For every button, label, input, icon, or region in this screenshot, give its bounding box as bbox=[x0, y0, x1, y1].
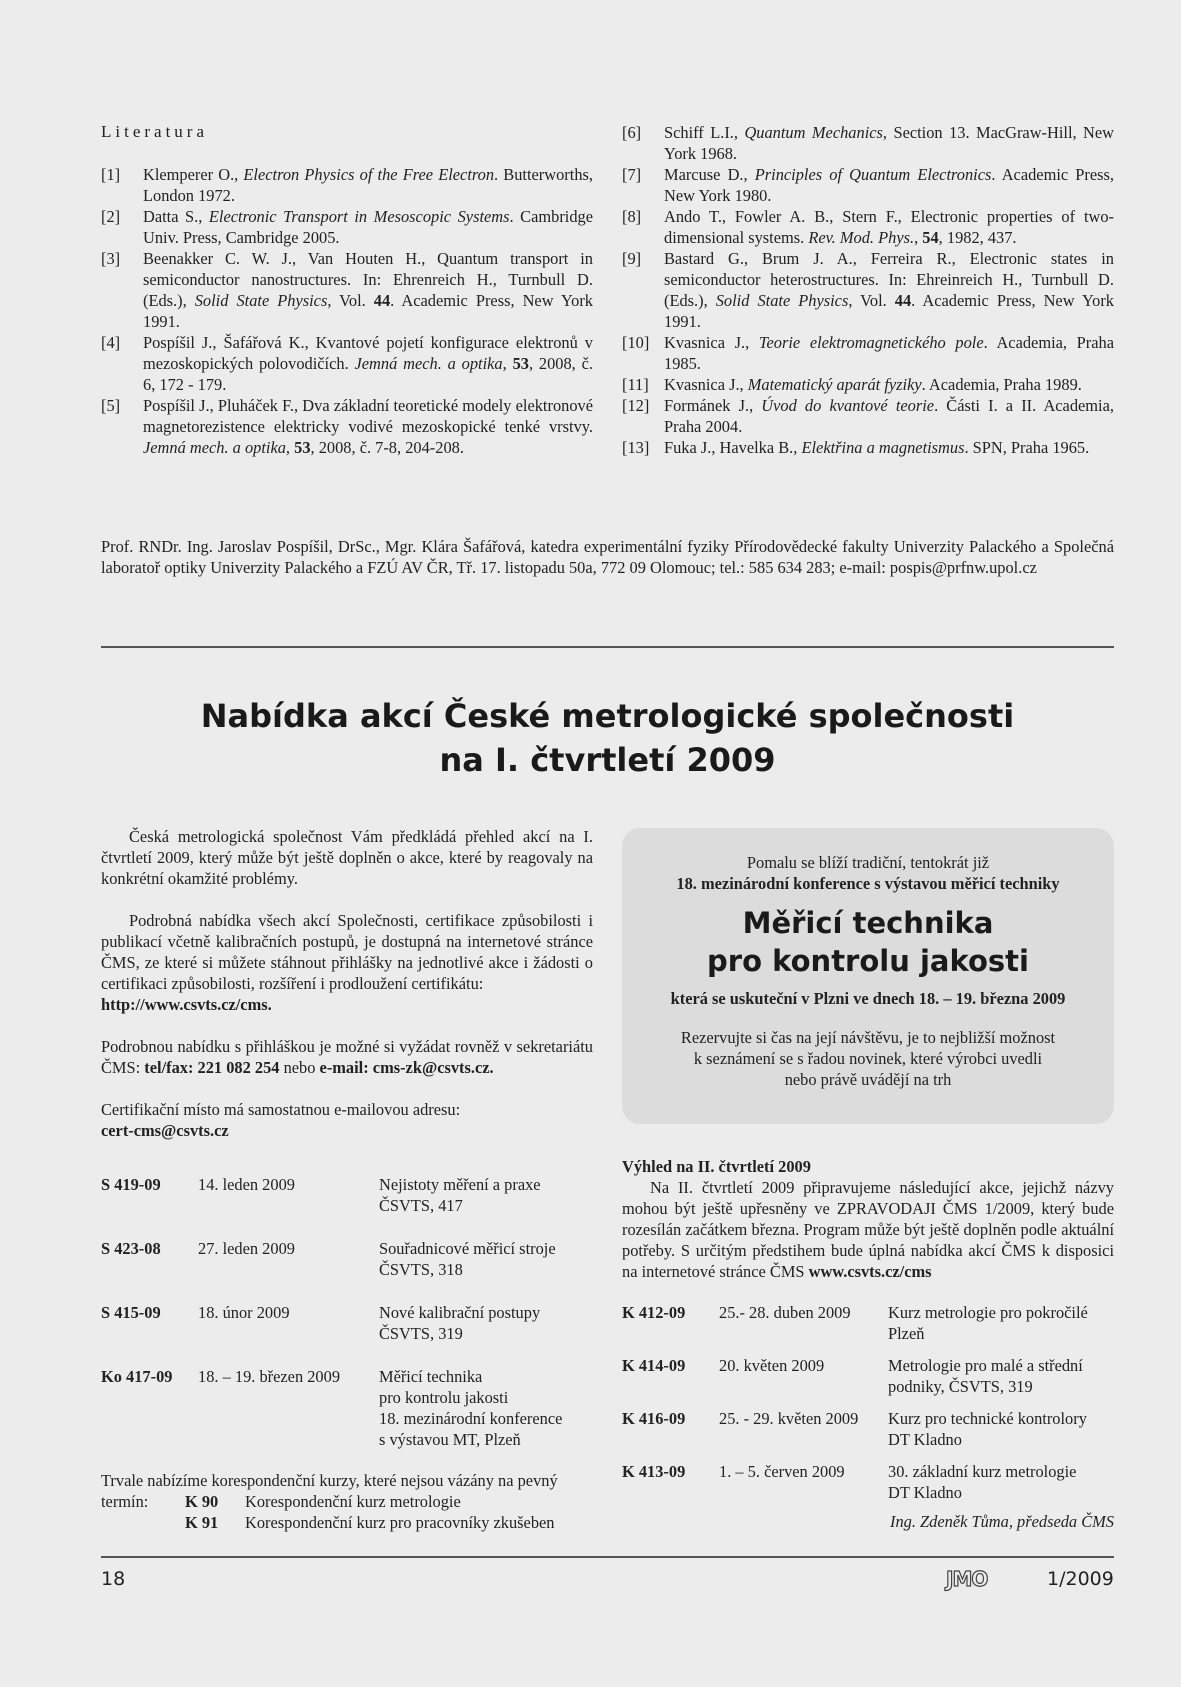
author-affiliation: Prof. RNDr. Ing. Jaroslav Pospíšil, DrSc., Mgr. Klára Šafářová, katedra experimentální fyziky Přírodovědecké fakulty Univerzity Palackého a Společná laboratoř optiky Univerzity Palackého a FZÚ AV ČR, Tř. 17. listopadu 50a, 772 09 Olomouc; tel.: 585 634 283; e-mail: pospis@prfnw.upol.cz bbox=[101, 537, 1114, 577]
event-description bbox=[379, 1366, 562, 1450]
reference-text-part: , bbox=[914, 228, 923, 247]
title-line-2: na I. čtvrtletí 2009 bbox=[439, 741, 776, 779]
contact-email-link[interactable]: e-mail: cms-zk@csvts.cz. bbox=[319, 1058, 494, 1077]
course-rows bbox=[185, 1491, 593, 1533]
box-note-1: Rezervujte si čas na její návštěvu, je to nejbližší možnost bbox=[680, 1028, 1056, 1047]
reference-text-part: 44 bbox=[373, 291, 391, 310]
section-divider bbox=[101, 646, 1114, 648]
reference-item bbox=[622, 122, 1114, 164]
reference-text-part: Matematický aparát fyziky bbox=[747, 375, 922, 394]
outlook-heading: Výhled na II. čtvrtletí 2009 bbox=[622, 1157, 811, 1176]
reference-number: [5] bbox=[101, 396, 121, 415]
event-code: S 419-09 bbox=[101, 1175, 161, 1194]
event-description-line: DT Kladno bbox=[888, 1430, 962, 1449]
event-description-line: Nejistoty měření a praxe bbox=[379, 1175, 541, 1194]
box-line-2: 18. mezinárodní konference s výstavou měřicí techniky bbox=[676, 874, 1060, 893]
event-row bbox=[622, 1302, 1114, 1344]
journal-logo: JMO bbox=[946, 1567, 988, 1591]
reference-text-part: . Academic Press, New York 1980. bbox=[664, 165, 1114, 205]
intro-p3-mid: nebo bbox=[279, 1058, 320, 1077]
event-description-line: podniky, ČSVTS, 319 bbox=[888, 1377, 1033, 1396]
event-description bbox=[379, 1302, 540, 1344]
intro-p2-text: Podrobná nabídka všech akcí Společnosti, certifikace způsobilosti i publikací včetně kalibračních postupů, je dostupná na internetové stránce ČMS, ze které si můžete stáhnout přihlášky na jednotlivé akce i žádosti o certifikaci způsobilosti, rozšíření i prodloužení certifikátu: bbox=[101, 911, 593, 993]
reference-text-part: Quantum Mechanics bbox=[744, 123, 883, 142]
reference-number: [4] bbox=[101, 333, 121, 352]
reference-text-part: , 2008, č. 6, 172 - 179. bbox=[143, 354, 593, 394]
event-description bbox=[888, 1408, 1087, 1450]
reference-text-part: Electron Physics of the Free Electron bbox=[243, 165, 495, 184]
page-title bbox=[101, 694, 1114, 782]
event-code: K 412-09 bbox=[622, 1303, 686, 1322]
reference-text-part: Principles of Quantum Electronics bbox=[754, 165, 992, 184]
reference-number: [3] bbox=[101, 249, 121, 268]
box-note-2: k seznámení se s řadou novinek, které výrobci uvedli bbox=[693, 1049, 1043, 1068]
reference-text-part: , Vol. bbox=[327, 291, 374, 310]
reference-text-part: Marcuse D., bbox=[664, 165, 755, 184]
event-description bbox=[888, 1355, 1083, 1397]
references-right-column bbox=[622, 122, 1114, 458]
reference-text-part: 53 bbox=[294, 438, 311, 457]
event-description-line: 30. základní kurz metrologie bbox=[888, 1462, 1077, 1481]
events-q1-table bbox=[101, 1174, 593, 1472]
course-name: Korespondenční kurz pro pracovníky zkušeben bbox=[245, 1513, 555, 1532]
reference-number: [12] bbox=[622, 396, 650, 415]
reference-text-part: Formánek J., bbox=[664, 396, 762, 415]
event-code: S 415-09 bbox=[101, 1303, 161, 1322]
event-code: K 416-09 bbox=[622, 1409, 686, 1428]
reference-text-part: . Academic Press, New York 1991. bbox=[664, 291, 1115, 331]
reference-text-part: Pospíšil J., Šafářová K., Kvantové pojetí konfigurace elektronů v mezoskopických polovodičích. bbox=[143, 333, 593, 373]
reference-text-part: . Butterworths, London 1972. bbox=[143, 165, 593, 205]
reference-item bbox=[101, 332, 593, 395]
reference-number: [1] bbox=[101, 165, 121, 184]
event-description-line: Nové kalibrační postupy bbox=[379, 1303, 541, 1322]
events-q2-table bbox=[622, 1302, 1114, 1514]
conference-box bbox=[622, 828, 1114, 1124]
reference-number: [9] bbox=[622, 249, 642, 268]
reference-number: [6] bbox=[622, 123, 642, 142]
reference-number: [10] bbox=[622, 333, 650, 352]
intro-p3-text: Podrobnou nabídku s přihláškou je možné si vyžádat rovněž v sekretariátu ČMS: bbox=[101, 1037, 593, 1077]
event-row bbox=[622, 1355, 1114, 1397]
course-row bbox=[185, 1512, 593, 1533]
course-row bbox=[185, 1491, 593, 1512]
reference-text-part: Bastard G., Brum J. A., Ferreira R., Electronic states in semiconductor heterostructures. In: Ehreinreich H., Turnbull D. (Eds.), bbox=[664, 249, 1114, 310]
reference-text-part: Ando T., Fowler A. B., Stern F., Electronic properties of two-dimensional systems. bbox=[664, 207, 1114, 247]
footer-divider bbox=[101, 1556, 1114, 1558]
reference-text-part: . Cambridge Univ. Press, Cambridge 2005. bbox=[143, 207, 593, 247]
reference-item bbox=[622, 437, 1114, 458]
intro-paragraph-2 bbox=[101, 910, 593, 1015]
event-description-line: Plzeň bbox=[888, 1324, 925, 1343]
event-description-line: ČSVTS, 319 bbox=[379, 1324, 463, 1343]
reference-text-part: Klemperer O., bbox=[143, 165, 244, 184]
reference-text-part: Fuka J., Havelka B., bbox=[664, 438, 802, 457]
reference-text-part: Úvod do kvantové teorie bbox=[761, 396, 935, 415]
event-row bbox=[622, 1461, 1114, 1503]
reference-item bbox=[622, 164, 1114, 206]
reference-item bbox=[101, 206, 593, 248]
event-description-line: ČSVTS, 417 bbox=[379, 1196, 463, 1215]
reference-text-part: Jemná mech. a optika bbox=[354, 354, 503, 373]
reference-text-part: Kvasnica J., bbox=[664, 333, 759, 352]
conference-title-2: pro kontrolu jakosti bbox=[707, 944, 1029, 978]
event-row bbox=[622, 1408, 1114, 1450]
reference-text-part: Solid State Physics bbox=[715, 291, 849, 310]
event-description-line: Souřadnicové měřicí stroje bbox=[379, 1239, 556, 1258]
event-description-line: pro kontrolu jakosti bbox=[379, 1388, 509, 1407]
reference-text-part: Beenakker C. W. J., Van Houten H., Quantum transport in semiconductor nanostructures. In: Ehrenreich H., Turnbull D. (Eds.), bbox=[143, 249, 593, 310]
intro-paragraph-4 bbox=[101, 1099, 593, 1141]
outlook-body: Na II. čtvrtletí 2009 připravujeme následující akce, jejichž názvy mohou být ještě upřesněny ve ZPRAVODAJI ČMS 1/2009, který bude rozesílán začátkem března. Program může být ještě doplněn podle aktuální potřeby. S určitým předstihem bude úplná nabídka akcí ČMS k disposici na internetové stránce ČMS bbox=[622, 1178, 1114, 1281]
outlook-section bbox=[622, 1156, 1114, 1282]
course-code: K 91 bbox=[185, 1513, 219, 1532]
reference-text-part: Elektřina a magnetismus bbox=[801, 438, 965, 457]
event-description-line: Kurz metrologie pro pokročilé bbox=[888, 1303, 1088, 1322]
event-date: 25.- 28. duben 2009 bbox=[719, 1303, 851, 1322]
event-description-line: s výstavou MT, Plzeň bbox=[379, 1430, 521, 1449]
page-number: 18 bbox=[101, 1568, 126, 1590]
event-date: 18. únor 2009 bbox=[198, 1303, 290, 1322]
reference-item bbox=[622, 332, 1114, 374]
event-code: Ko 417-09 bbox=[101, 1367, 173, 1386]
event-description-line: Měřicí technika bbox=[379, 1367, 483, 1386]
event-description-line: ČSVTS, 318 bbox=[379, 1260, 463, 1279]
references-left-column bbox=[101, 164, 593, 458]
event-date: 14. leden 2009 bbox=[198, 1175, 295, 1194]
reference-item bbox=[622, 395, 1114, 437]
event-description bbox=[379, 1174, 541, 1216]
event-date: 25. - 29. květen 2009 bbox=[719, 1409, 859, 1428]
reference-text-part: , bbox=[502, 354, 513, 373]
event-date: 20. květen 2009 bbox=[719, 1356, 825, 1375]
event-description-line: DT Kladno bbox=[888, 1483, 962, 1502]
permanent-intro: Trvale nabízíme korespondenční kurzy, které nejsou vázány na pevný bbox=[101, 1471, 558, 1490]
box-note-3: nebo právě uvádějí na trh bbox=[784, 1070, 952, 1089]
reference-text-part: Jemná mech. a optika bbox=[143, 438, 286, 457]
reference-text-part: . Části I. a II. Academia, Praha 2004. bbox=[664, 396, 1114, 436]
reference-item bbox=[622, 248, 1114, 332]
course-name: Korespondenční kurz metrologie bbox=[245, 1492, 461, 1511]
reference-text-part: 44 bbox=[894, 291, 912, 310]
event-date: 1. – 5. červen 2009 bbox=[719, 1462, 845, 1481]
conference-dates: která se uskuteční v Plzni ve dnech 18. – 19. března 2009 bbox=[670, 989, 1066, 1008]
reference-text-part: . Academia, Praha 1985. bbox=[664, 333, 1114, 373]
reference-text-part: Kvasnica J., bbox=[664, 375, 748, 394]
reference-text-part: , Section 13. MacGraw-Hill, New York 1968. bbox=[664, 123, 1114, 163]
reference-number: [8] bbox=[622, 207, 642, 226]
event-row bbox=[101, 1238, 593, 1280]
event-row bbox=[101, 1302, 593, 1344]
box-line-1: Pomalu se blíží tradiční, tentokrát již bbox=[746, 853, 990, 872]
issue-number: 1/2009 bbox=[1047, 1568, 1114, 1590]
reference-item bbox=[622, 374, 1114, 395]
intro-paragraph-3 bbox=[101, 1036, 593, 1078]
event-description-line: Kurz pro technické kontrolory bbox=[888, 1409, 1087, 1428]
cert-email-link[interactable]: cert-cms@csvts.cz bbox=[101, 1121, 229, 1140]
event-description bbox=[888, 1302, 1088, 1344]
reference-text-part: 53 bbox=[512, 354, 529, 373]
event-code: K 414-09 bbox=[622, 1356, 686, 1375]
outlook-text bbox=[622, 1177, 1114, 1282]
reference-text-part: , 1982, 437. bbox=[938, 228, 1017, 247]
reference-number: [7] bbox=[622, 165, 642, 184]
reference-number: [13] bbox=[622, 438, 650, 457]
event-row bbox=[101, 1174, 593, 1216]
intro-paragraph-1: Česká metrologická společnost Vám předkládá přehled akcí na I. čtvrtletí 2009, který může být ještě doplněn o akce, které by reagovaly na konkrétní okamžité problémy. bbox=[101, 827, 593, 888]
reference-text-part: , Vol. bbox=[848, 291, 895, 310]
cms-website-link[interactable]: http://www.csvts.cz/cms. bbox=[101, 995, 272, 1014]
intro-column bbox=[101, 826, 593, 1162]
event-row bbox=[101, 1366, 593, 1450]
reference-item bbox=[101, 395, 593, 458]
event-date: 18. – 19. březen 2009 bbox=[198, 1367, 341, 1386]
event-code: S 423-08 bbox=[101, 1239, 161, 1258]
reference-item bbox=[101, 164, 593, 206]
title-line-1: Nabídka akcí České metrologické společnosti bbox=[200, 697, 1015, 735]
reference-text-part: Solid State Physics bbox=[194, 291, 328, 310]
reference-number: [2] bbox=[101, 207, 121, 226]
reference-text-part: Pospíšil J., Pluháček F., Dva základní teoretické modely elektronové magnetorezistence elektricky vodivé mezoskopické tenké vrstvy. bbox=[143, 396, 593, 436]
reference-text-part: Schiff L.I., bbox=[664, 123, 745, 142]
event-code: K 413-09 bbox=[622, 1462, 686, 1481]
reference-text-part: Datta S., bbox=[143, 207, 209, 226]
reference-number: [11] bbox=[622, 375, 649, 394]
reference-text-part: , bbox=[285, 438, 295, 457]
reference-text-part: . SPN, Praha 1965. bbox=[964, 438, 1090, 457]
reference-text-part: , 2008, č. 7-8, 204-208. bbox=[310, 438, 464, 457]
reference-item bbox=[622, 206, 1114, 248]
reference-item bbox=[101, 248, 593, 332]
reference-text-part: Electronic Transport in Mesoscopic Systems bbox=[208, 207, 510, 226]
event-description-line: Metrologie pro malé a střední bbox=[888, 1356, 1083, 1375]
course-code: K 90 bbox=[185, 1492, 219, 1511]
reference-text-part: Rev. Mod. Phys. bbox=[808, 228, 915, 247]
reference-text-part: . Academic Press, New York 1991. bbox=[143, 291, 594, 331]
event-description-line: 18. mezinárodní konference bbox=[379, 1409, 563, 1428]
reference-text-part: . Academia, Praha 1989. bbox=[921, 375, 1082, 394]
permanent-lead: termín: bbox=[101, 1492, 149, 1511]
permanent-courses bbox=[101, 1470, 593, 1533]
reference-text-part: 54 bbox=[922, 228, 939, 247]
tel-fax: tel/fax: 221 082 254 bbox=[144, 1058, 280, 1077]
permanent-course-list bbox=[101, 1491, 593, 1533]
signature: Ing. Zdeněk Tůma, předseda ČMS bbox=[890, 1512, 1114, 1531]
conference-title-1: Měřicí technika bbox=[742, 906, 994, 940]
intro-p4-text: Certifikační místo má samostatnou e-mailovou adresu: bbox=[101, 1100, 461, 1119]
event-description bbox=[379, 1238, 556, 1280]
event-description bbox=[888, 1461, 1076, 1503]
outlook-website-link[interactable]: www.csvts.cz/cms bbox=[808, 1262, 932, 1281]
reference-text-part: Teorie elektromagnetického pole bbox=[758, 333, 984, 352]
event-date: 27. leden 2009 bbox=[198, 1239, 295, 1258]
literature-heading: Literatura bbox=[101, 122, 209, 141]
